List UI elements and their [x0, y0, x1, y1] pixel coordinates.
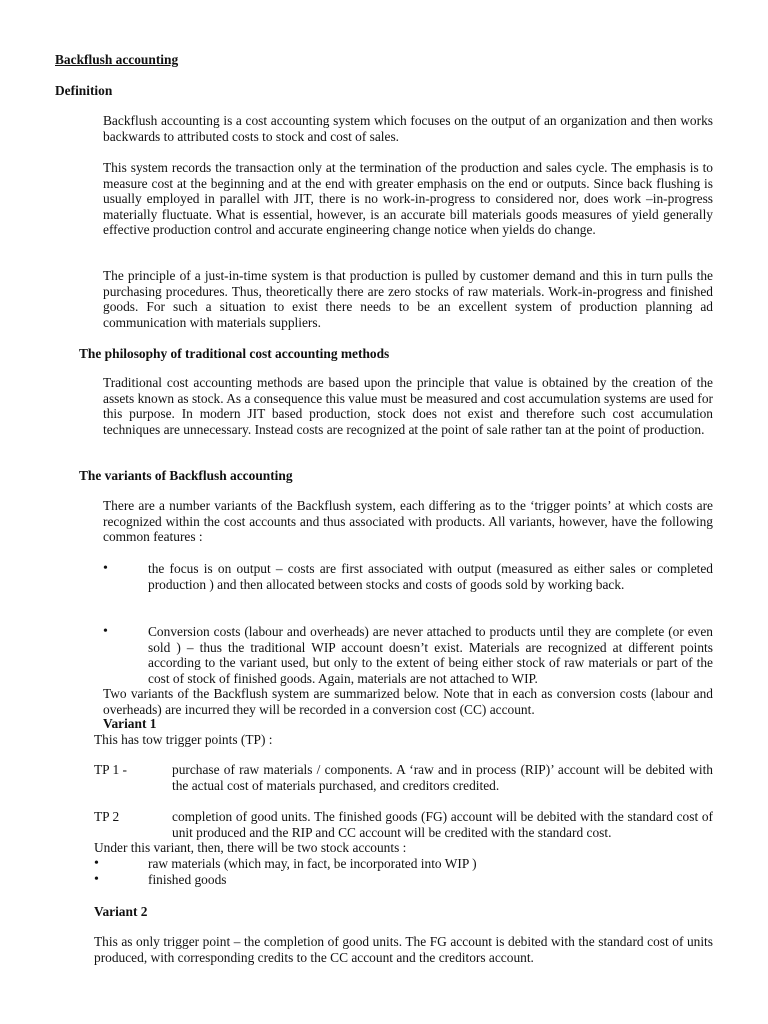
- philosophy-paragraph: Traditional cost accounting methods are based upon the principle that value is obtained by the creation of the assets known as stock. As a consequence this value must be measured and cost accumulation systems are used for this purpose. In modern JIT based production, stock does not exist and therefore such cost accumulation techniques are unnecessary. Instead costs are recognized at the point of sale rather tan at the point of production.: [103, 375, 713, 437]
- feature-item: Conversion costs (labour and overheads) are never attached to products until they are complete (or even sold ) – thus the traditional WIP account doesn’t exist. Materials are recognized at different points according to the variant used, but only to the extent of being either stock of raw materials or part of the cost of stock of finished goods. Again, materials are not attached to WIP.: [148, 624, 713, 686]
- definition-paragraph-2: This system records the transaction only at the termination of the production and sales cycle. The emphasis is to measure cost at the beginning and at the end with greater emphasis on the end or outputs. Since back flushing is usually employed in parallel with JIT, there is no work-in-progress to considered nor, does work –in-progress materially fluctuate. What is essential, however, is an accurate bill materials goods measures of yield generally effective production control and accurate engineering change notice when yields do change.: [103, 160, 713, 238]
- tp1-label: TP 1 -: [94, 762, 127, 777]
- variant2-text: This as only trigger point – the completion of good units. The FG account is debited with the standard cost of units produced, with corresponding credits to the CC account and the creditors account.: [94, 934, 713, 965]
- stock-account-item: raw materials (which may, in fact, be incorporated into WIP ): [148, 856, 477, 871]
- definition-paragraph-1: Backflush accounting is a cost accounting system which focuses on the output of an organization and then works backwards to attributed costs to stock and cost of sales.: [103, 113, 713, 144]
- variant1-intro: This has tow trigger points (TP) :: [94, 732, 273, 747]
- bullet-icon: •: [94, 872, 99, 887]
- tp1-text: purchase of raw materials / components. A ‘raw and in process (RIP)’ account will be debited with the actual cost of materials purchased, and creditors credited.: [172, 762, 713, 793]
- definition-heading: Definition: [55, 83, 113, 98]
- variants-intro: There are a number variants of the Backflush system, each differing as to the ‘trigger points’ at which costs are recognized within the cost accounts and thus associated with products. All variants, however, have the following common features :: [103, 498, 713, 545]
- page-title: Backflush accounting: [55, 52, 179, 67]
- feature-item: the focus is on output – costs are first associated with output (measured as either sales or completed production ) and then allocated between stocks and costs of goods sold by working back.: [148, 561, 713, 592]
- two-variants-text: Two variants of the Backflush system are summarized below. Note that in each as conversion costs (labour and overheads) are incurred they will be recorded in a conversion cost (CC) account.: [103, 686, 713, 717]
- variant1-heading: Variant 1: [103, 716, 157, 731]
- variants-heading: The variants of Backflush accounting: [79, 468, 293, 483]
- definition-paragraph-3: The principle of a just-in-time system is that production is pulled by customer demand and this in turn pulls the purchasing procedures. Thus, theoretically there are zero stocks of raw materials. Work-in-progress and finished goods. For such a situation to exist there needs to be an excellent system of production planning ad communication with materials suppliers.: [103, 268, 713, 330]
- stock-account-item: finished goods: [148, 872, 227, 887]
- tp2-text: completion of good units. The finished goods (FG) account will be debited with the standard cost of unit produced and the RIP and CC account will be credited with the standard cost.: [172, 809, 713, 840]
- variant2-heading: Variant 2: [94, 904, 148, 919]
- bullet-icon: •: [94, 856, 99, 871]
- under-text: Under this variant, then, there will be two stock accounts :: [94, 840, 407, 855]
- bullet-icon: •: [103, 624, 108, 639]
- tp2-label: TP 2: [94, 809, 120, 824]
- bullet-icon: •: [103, 561, 108, 576]
- philosophy-heading: The philosophy of traditional cost accounting methods: [79, 346, 390, 361]
